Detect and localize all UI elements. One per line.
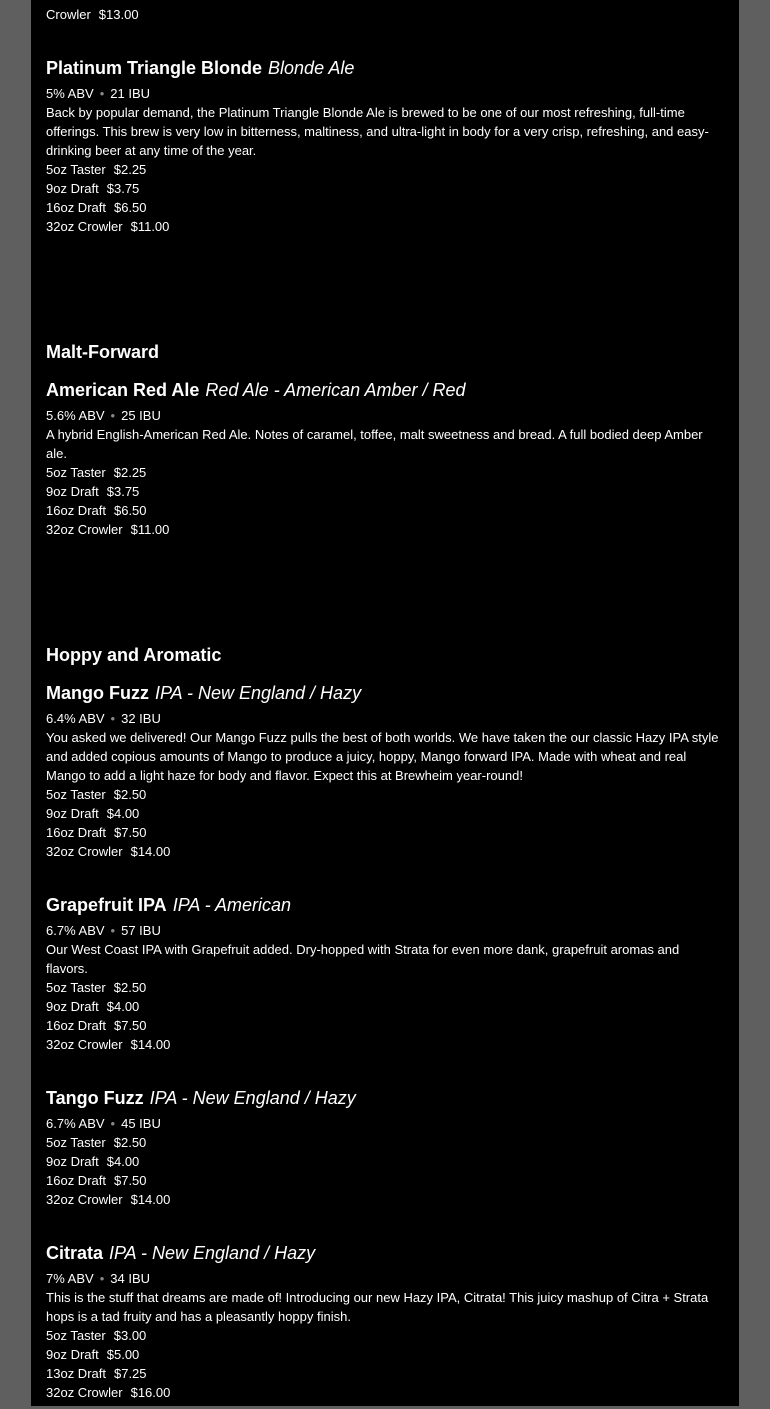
serving-row: [46, 1364, 147, 1383]
beer-description: A hybrid English-American Red Ale. Notes of caramel, toffee, malt sweetness and bread. A full bodied deep Amber ale.: [46, 427, 703, 461]
serving-row: [46, 1152, 139, 1171]
dot-separator: •: [99, 86, 105, 101]
beer-style: IPA - American: [172, 895, 292, 915]
serving-price: $14.00: [130, 1037, 171, 1052]
serving-size: 5oz Taster: [46, 787, 106, 802]
serving-size: 32oz Crowler: [46, 844, 123, 859]
serving-row: [46, 198, 147, 217]
ibu: 45 IBU: [121, 1116, 161, 1131]
serving-price: $4.00: [106, 1154, 140, 1169]
serving-price: $7.50: [113, 1018, 147, 1033]
serving-size: 9oz Draft: [46, 999, 99, 1014]
beer-title: [46, 1241, 315, 1267]
serving-price: $4.00: [106, 806, 140, 821]
menu-panel: [31, 0, 739, 1406]
serving-price: $2.50: [113, 787, 147, 802]
beer-title: [46, 378, 466, 404]
beer-description: This is the stuff that dreams are made of! Introducing our new Hazy IPA, Citrata! This juicy mashup of Citra + Strata hops is a tad fruity and has a pleasantly hoppy finish.: [46, 1290, 709, 1324]
dot-separator: •: [110, 408, 116, 423]
serving-price: $3.00: [113, 1328, 147, 1343]
beer-name: Platinum Triangle Blonde: [46, 58, 263, 78]
serving-row: [46, 1190, 170, 1209]
serving-price: $2.50: [113, 980, 147, 995]
serving-row: [46, 1326, 146, 1345]
serving-price: $2.25: [113, 465, 147, 480]
serving-row: [46, 463, 146, 482]
serving-price: $3.75: [106, 484, 140, 499]
beer-name: Citrata: [46, 1243, 104, 1263]
serving-size: 9oz Draft: [46, 1154, 99, 1169]
serving-row: [46, 1345, 139, 1364]
serving-price: $6.50: [113, 200, 147, 215]
dot-separator: •: [110, 923, 116, 938]
serving-size: 5oz Taster: [46, 1135, 106, 1150]
section-title: Malt-Forward: [46, 342, 160, 362]
section-title: Hoppy and Aromatic: [46, 645, 222, 665]
serving-price: $2.25: [113, 162, 147, 177]
serving-price: $13.00: [98, 7, 139, 22]
serving-size: 16oz Draft: [46, 1018, 106, 1033]
serving-size: 32oz Crowler: [46, 1192, 123, 1207]
serving-row: [46, 997, 139, 1016]
beer-title: [46, 56, 354, 82]
serving-size: 9oz Draft: [46, 181, 99, 196]
dot-separator: •: [99, 1271, 105, 1286]
serving-price: $4.00: [106, 999, 140, 1014]
serving-row: [46, 823, 147, 842]
beer-name: American Red Ale: [46, 380, 200, 400]
beer-style: IPA - New England / Hazy: [154, 683, 362, 703]
serving-row: [46, 520, 169, 539]
beer-title: [46, 1086, 356, 1112]
ibu: 57 IBU: [121, 923, 161, 938]
ibu: 21 IBU: [110, 86, 151, 101]
serving-size: 16oz Draft: [46, 200, 106, 215]
serving-size: 5oz Taster: [46, 465, 106, 480]
serving-row: [46, 501, 147, 520]
serving-size: 16oz Draft: [46, 1173, 106, 1188]
serving-price: $7.25: [113, 1366, 147, 1381]
serving-row: [46, 482, 139, 501]
abv: 7% ABV: [46, 1271, 94, 1286]
abv: 5% ABV: [46, 86, 94, 101]
serving-size: 32oz Crowler: [46, 522, 123, 537]
serving-size: 32oz Crowler: [46, 1385, 123, 1400]
serving-row: [46, 1035, 170, 1054]
beer-style: Red Ale - American Amber / Red: [205, 380, 466, 400]
serving-price: $11.00: [130, 219, 170, 234]
beer-title: [46, 681, 361, 707]
ibu: 32 IBU: [121, 711, 161, 726]
beer-title: [46, 893, 291, 919]
beer-name: Grapefruit IPA: [46, 895, 167, 915]
serving-size: 32oz Crowler: [46, 1037, 123, 1052]
beer-style: IPA - New England / Hazy: [149, 1088, 356, 1108]
beer-name: Mango Fuzz: [46, 683, 149, 703]
serving-row: [46, 1383, 170, 1402]
beer-style: Blonde Ale: [268, 58, 355, 78]
beer-stats: [46, 406, 161, 425]
serving-price: $5.00: [106, 1347, 140, 1362]
beer-description: You asked we delivered! Our Mango Fuzz pulls the best of both worlds. We have taken the our classic Hazy IPA style and added copious amounts of Mango to produce a juicy, hoppy, Mango forward IPA. Made with wheat and real Mango to add a light haze for body and flavor. Expect this at Brewheim year-round!: [46, 730, 719, 783]
serving-price: $14.00: [130, 844, 171, 859]
serving-size: 9oz Draft: [46, 484, 99, 499]
abv: 6.7% ABV: [46, 923, 105, 938]
serving-row: [46, 978, 146, 997]
serving-price: $6.50: [113, 503, 147, 518]
serving-price: $7.50: [113, 825, 147, 840]
serving-row: [46, 217, 169, 236]
serving-row: [46, 179, 139, 198]
ibu: 25 IBU: [121, 408, 161, 423]
serving-size: 32oz Crowler: [46, 219, 123, 234]
ibu: 34 IBU: [110, 1271, 151, 1286]
serving-row: [46, 804, 139, 823]
beer-stats: [46, 921, 161, 940]
serving-size: 9oz Draft: [46, 1347, 99, 1362]
serving-row: [46, 1016, 147, 1035]
beer-stats: [46, 84, 150, 103]
serving-price: $3.75: [106, 181, 140, 196]
serving-price: $11.00: [130, 522, 170, 537]
serving-size: 5oz Taster: [46, 1328, 106, 1343]
abv: 6.4% ABV: [46, 711, 105, 726]
serving-price: $14.00: [130, 1192, 171, 1207]
serving-row: [46, 1133, 146, 1152]
serving-size: 5oz Taster: [46, 980, 106, 995]
beer-description: Our West Coast IPA with Grapefruit added. Dry-hopped with Strata for even more dank, grapefruit aromas and flavors.: [46, 942, 680, 976]
serving-row: [46, 785, 146, 804]
serving-row: [46, 160, 146, 179]
serving-size: 16oz Draft: [46, 825, 106, 840]
serving-price: $7.50: [113, 1173, 147, 1188]
beer-style: IPA - New England / Hazy: [109, 1243, 316, 1263]
beer-stats: [46, 1269, 150, 1288]
serving-size: 5oz Taster: [46, 162, 106, 177]
abv: 6.7% ABV: [46, 1116, 105, 1131]
serving-size: 16oz Draft: [46, 503, 106, 518]
serving-price: $2.50: [113, 1135, 147, 1150]
serving-row: [46, 1171, 147, 1190]
serving-size: 13oz Draft: [46, 1366, 106, 1381]
abv: 5.6% ABV: [46, 408, 105, 423]
beer-description: Back by popular demand, the Platinum Triangle Blonde Ale is brewed to be one of our most refreshing, full-time offerings. This brew is very low in bitterness, maltiness, and ultra-light in body for a very crisp, refreshing, and easy-drinking beer at any time of the year.: [46, 105, 709, 158]
dot-separator: •: [110, 1116, 116, 1131]
serving-row: [46, 5, 139, 24]
serving-price: $16.00: [130, 1385, 171, 1400]
dot-separator: •: [110, 711, 116, 726]
beer-stats: [46, 1114, 161, 1133]
beer-name: Tango Fuzz: [46, 1088, 144, 1108]
serving-size: 9oz Draft: [46, 806, 99, 821]
beer-stats: [46, 709, 161, 728]
serving-row: [46, 842, 170, 861]
serving-size: Crowler: [46, 7, 91, 22]
